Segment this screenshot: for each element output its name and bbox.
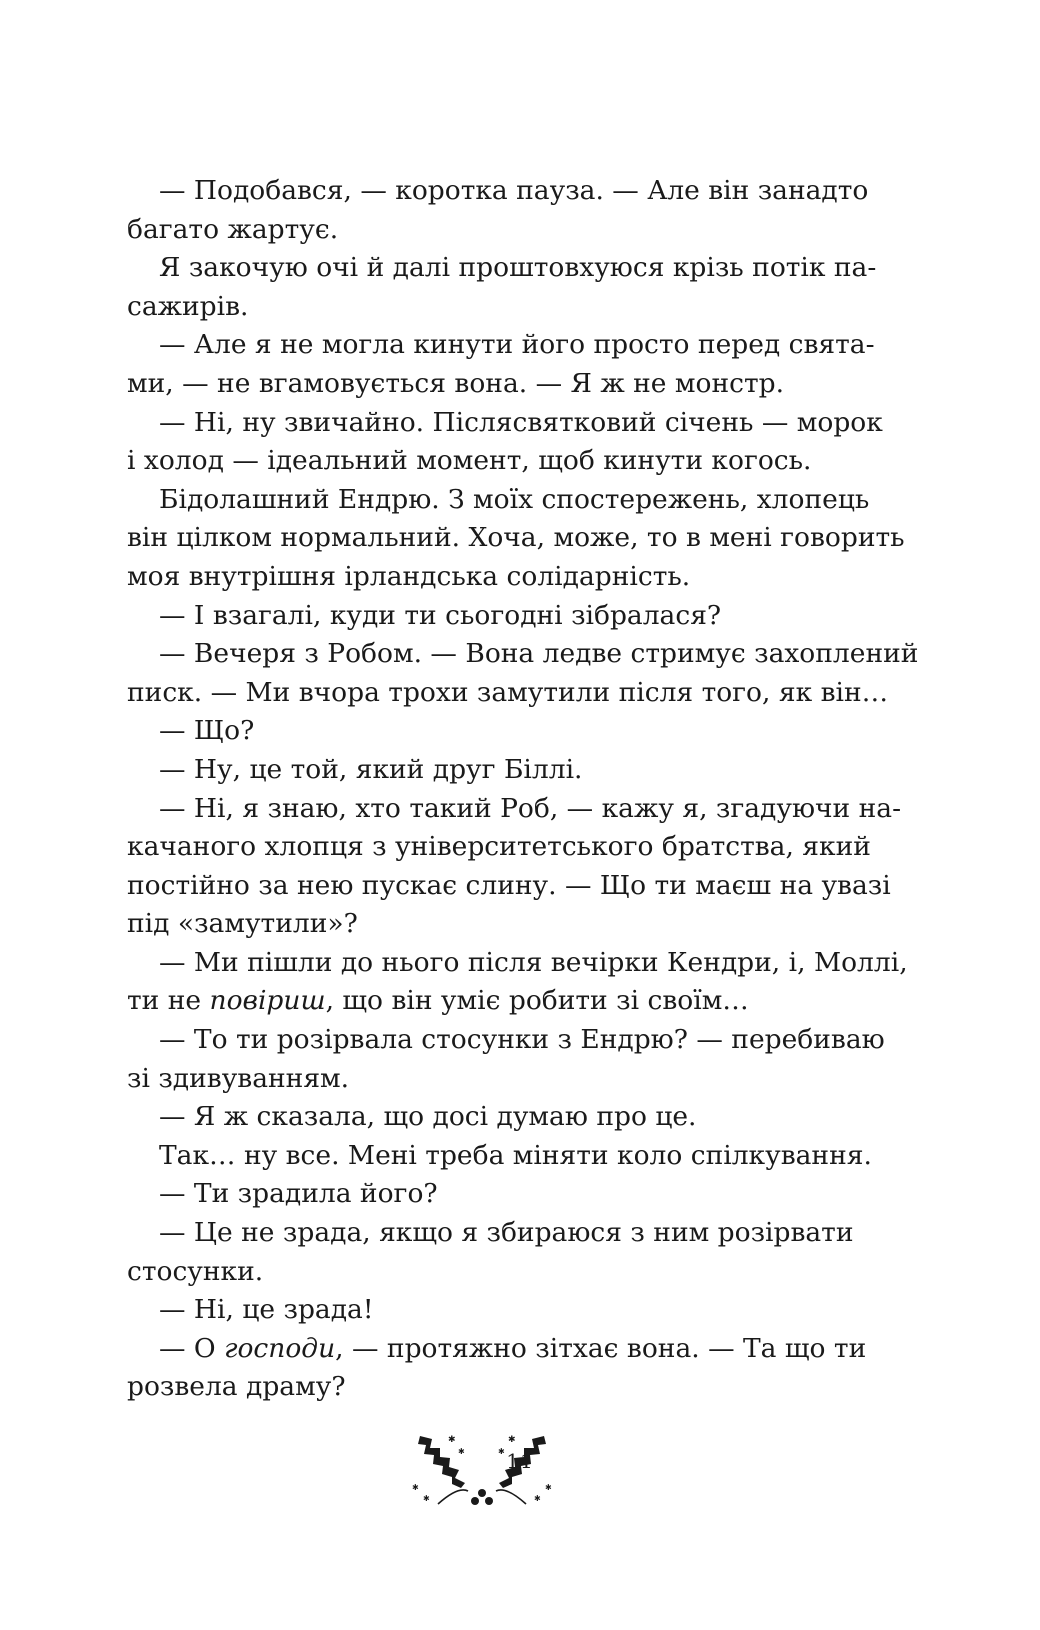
- page-footer: [0, 1428, 1040, 1518]
- text-line: [127, 1330, 867, 1369]
- svg-text:✱: ✱: [423, 1494, 430, 1503]
- text-line: зі здивуванням.: [127, 1062, 350, 1094]
- text-line: — Але я не могла кинути його просто перед свята-: [159, 329, 875, 361]
- text-line: [127, 982, 837, 1021]
- text-line: — Я ж сказала, що досі думаю про це.: [159, 1101, 697, 1133]
- text-line: писк. — Ми вчора трохи замутили після того, як він…: [127, 676, 889, 708]
- text-line: і холод — ідеальний момент, щоб кинути когось.: [127, 445, 812, 477]
- text-line: — І взагалі, куди ти сьогодні зібралася?: [159, 599, 722, 631]
- text-line: качаного хлопця з університетського братства, який: [127, 831, 871, 863]
- body-text: [127, 172, 919, 1407]
- text-line: — Ні, це зрада!: [159, 1294, 374, 1326]
- svg-text:✱: ✱: [458, 1447, 465, 1456]
- svg-text:✱: ✱: [545, 1483, 552, 1492]
- page-number: 11: [506, 1449, 534, 1473]
- text-line: — Це не зрада, якщо я збираюся з ним розірвати: [159, 1217, 854, 1249]
- berries-icon: [471, 1489, 493, 1505]
- text-line: — Подобався, — коротка пауза. — Але він занадто: [159, 175, 869, 206]
- svg-text:✱: ✱: [534, 1494, 541, 1503]
- emphasis: господи: [224, 1332, 336, 1364]
- text-line: Я закочую очі й далі проштовхуюся крізь потік па-: [159, 252, 877, 284]
- text-line: багато жартує.: [127, 213, 339, 245]
- svg-text:✱: ✱: [508, 1435, 516, 1445]
- text-segment: , що він уміє робити зі своїм…: [325, 985, 749, 1017]
- text-line: — Ну, це той, який друг Біллі.: [159, 753, 583, 785]
- text-line: під «замутили»?: [127, 908, 358, 940]
- text-line: — Ні, ну звичайно. Післясвятковий січень — морок: [159, 406, 883, 438]
- text-line: ми, — не вгамовується вона. — Я ж не монстр.: [127, 367, 785, 399]
- text-line: Бідолашний Ендрю. З моїх спостережень, хлопець: [159, 483, 870, 515]
- text-segment: — О: [159, 1332, 225, 1364]
- text-line: — Вечеря з Робом. — Вона ледве стримує захоплений: [159, 638, 919, 670]
- text-line: Так… ну все. Мені треба міняти коло спілкування.: [159, 1139, 872, 1171]
- text-line: — Ти зрадила його?: [159, 1178, 438, 1210]
- text-line: стосунки.: [127, 1255, 264, 1287]
- text-line: — Ні, я знаю, хто такий Роб, — кажу я, згадуючи на-: [159, 792, 902, 824]
- text-line: він цілком нормальний. Хоча, може, то в мені говорить: [127, 522, 905, 554]
- text-segment: , — протяжно зітхає вона. — Та що ти: [335, 1332, 867, 1364]
- footer-ornament: [0, 1428, 1040, 1518]
- text-line: моя внутрішня ірландська солідарність.: [127, 560, 691, 592]
- text-line: розвела драму?: [127, 1371, 346, 1403]
- text-line: постійно за нею пускає слину. — Що ти маєш на увазі: [127, 869, 891, 901]
- text-line: — Що?: [159, 715, 255, 747]
- text-line: сажирів.: [127, 290, 249, 322]
- text-segment: ти не: [127, 985, 210, 1017]
- svg-text:✱: ✱: [448, 1435, 456, 1445]
- text-line: — Ми пішли до нього після вечірки Кендри, і, Моллі,: [159, 946, 908, 978]
- svg-text:✱: ✱: [498, 1447, 505, 1456]
- emphasis: повіриш: [209, 985, 326, 1017]
- text-line: — То ти розірвала стосунки з Ендрю? — перебиваю: [159, 1024, 885, 1056]
- svg-text:✱: ✱: [412, 1483, 419, 1492]
